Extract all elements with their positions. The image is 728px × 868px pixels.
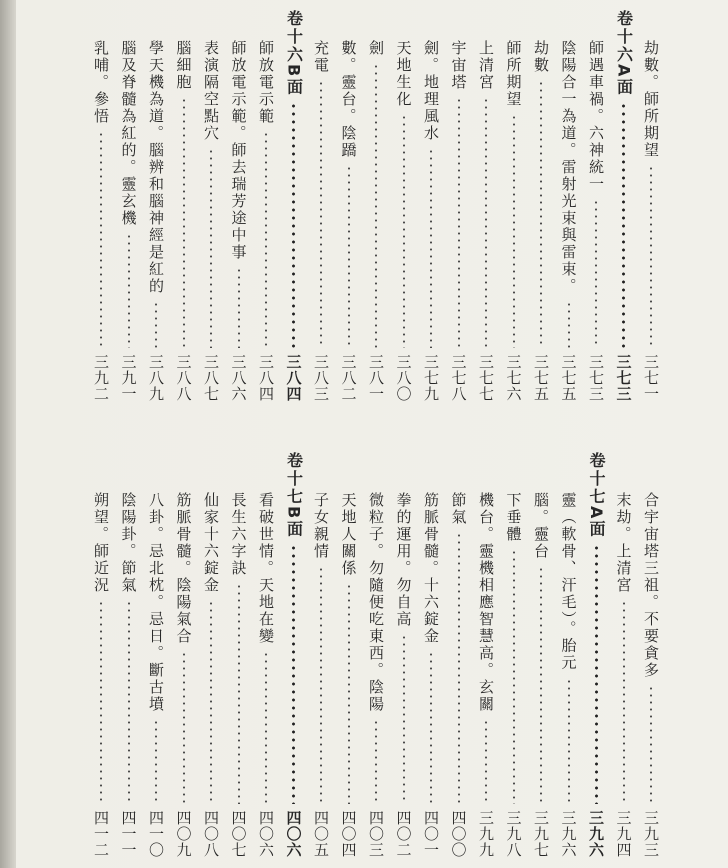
leader-dots — [238, 267, 240, 348]
entry-title: 下垂體 — [504, 492, 523, 543]
leader-dots — [238, 583, 240, 804]
entry-title: 乳哺。參悟 — [92, 40, 110, 125]
entry-title: 師放電示範。師去瑞芳途中事 — [229, 40, 248, 261]
page-number: 三八八 — [174, 354, 193, 402]
leader-dots — [513, 549, 515, 804]
entry-title: 師遇車禍。六神統一 — [587, 40, 605, 193]
leader-dots — [183, 97, 185, 348]
page-number: 四〇七 — [229, 810, 248, 858]
leader-dots — [623, 600, 625, 804]
entry-title: 合宇宙塔三祖。不要貪多 — [642, 492, 660, 679]
toc-entry-top-17 — [173, 40, 195, 402]
toc-entry-bottom-8 — [420, 492, 442, 858]
toc-entry-top-12 — [310, 40, 332, 402]
page-number: 三九七 — [532, 810, 550, 858]
leader-dots — [595, 199, 597, 348]
page-number: 三七五 — [559, 354, 578, 402]
entry-title: 筋脈骨髓。陰陽氣合 — [174, 492, 193, 645]
entry-title: 腦及脊髓為紅的。靈玄機 — [119, 40, 138, 227]
entry-title: 天地生化 — [394, 40, 413, 108]
leader-dots — [128, 600, 130, 804]
page-number: 三七三 — [614, 354, 633, 402]
leader-dots — [485, 97, 487, 348]
toc-entry-bottom-1 — [613, 492, 635, 858]
page-number: 三八四 — [284, 354, 303, 402]
page-number: 三九一 — [119, 354, 138, 402]
leader-dots — [265, 131, 267, 348]
toc-entry-top-1 — [613, 10, 635, 402]
toc-entry-top-15 — [228, 40, 250, 402]
toc-entry-bottom-17 — [173, 492, 195, 858]
leader-dots — [320, 80, 322, 348]
toc-entry-top-19 — [118, 40, 140, 402]
entry-title: 劫數 — [532, 40, 550, 74]
leader-dots — [403, 634, 405, 804]
page-number: 三八一 — [367, 354, 385, 402]
entry-title: 數。靈台。陰蹻 — [339, 40, 358, 159]
leader-dots — [155, 301, 157, 348]
leader-dots — [650, 165, 652, 348]
volume-heading: 卷十六B面 — [284, 10, 304, 97]
leader-dots — [595, 544, 598, 804]
leader-dots — [183, 651, 185, 804]
toc-entry-top-16 — [200, 40, 222, 402]
toc-entry-bottom-6 — [475, 492, 497, 858]
toc-entry-bottom-16 — [200, 492, 222, 858]
page-number: 四〇一 — [422, 810, 440, 858]
entry-title: 子女親情 — [312, 492, 330, 560]
leader-dots — [100, 600, 102, 804]
entry-title: 靈（軟骨、汗毛）。胎元 — [559, 492, 578, 672]
page-number: 三七五 — [532, 354, 550, 402]
leader-dots — [458, 532, 460, 804]
leader-dots — [210, 600, 212, 804]
leader-dots — [348, 165, 350, 348]
leader-dots — [100, 131, 102, 348]
leader-dots — [458, 97, 460, 348]
toc-entry-bottom-4 — [530, 492, 552, 858]
entry-title: 節氣 — [449, 492, 468, 526]
page-number: 三七九 — [422, 354, 440, 402]
toc-entry-bottom-9 — [393, 492, 415, 858]
leader-dots — [348, 583, 350, 804]
entry-title: 充電 — [312, 40, 330, 74]
leader-dots — [430, 651, 432, 804]
leader-dots — [540, 566, 542, 804]
toc-entry-top-18 — [145, 40, 167, 402]
leader-dots — [155, 719, 157, 804]
page-number: 四〇九 — [174, 810, 193, 858]
page-number: 四〇二 — [394, 810, 413, 858]
page-number: 四〇六 — [284, 810, 303, 858]
leader-dots — [292, 102, 295, 348]
entry-title: 筋脈骨髓。十六錠金 — [422, 492, 440, 645]
toc-entry-bottom-19 — [118, 492, 140, 858]
entry-title: 末劫。上清宮 — [614, 492, 633, 594]
page-number: 三七六 — [504, 354, 523, 402]
page-number: 三九四 — [614, 810, 633, 858]
entry-title: 腦細胞 — [174, 40, 193, 91]
page-number: 四〇六 — [257, 810, 275, 858]
page-number: 三七三 — [587, 354, 605, 402]
toc-entry-bottom-10 — [365, 492, 387, 858]
page-number: 三八三 — [312, 354, 330, 402]
page-number: 三七八 — [449, 354, 468, 402]
entry-title: 拳的運用。勿自高 — [394, 492, 413, 628]
entry-title: 仙家十六錠金 — [202, 492, 220, 594]
volume-heading: 卷十六A面 — [614, 10, 634, 97]
page-number: 三八七 — [202, 354, 220, 402]
leader-dots — [292, 544, 295, 804]
page-number: 四一〇 — [147, 810, 165, 858]
toc-entry-top-13 — [283, 10, 305, 402]
toc-entry-bottom-15 — [228, 492, 250, 858]
toc-entry-bottom-20 — [90, 492, 112, 858]
toc-entry-bottom-13 — [283, 452, 305, 858]
page-number: 三八九 — [147, 354, 165, 402]
leader-dots — [320, 566, 322, 804]
page-number: 三八四 — [257, 354, 275, 402]
entry-title: 劍 — [367, 40, 385, 57]
toc-entry-top-8 — [420, 40, 442, 402]
page-number: 三九三 — [642, 810, 660, 858]
leader-dots — [210, 148, 212, 348]
leader-dots — [403, 114, 405, 348]
entry-title: 劍。地理風水 — [422, 40, 440, 142]
leader-dots — [568, 678, 570, 805]
book-spine — [0, 0, 16, 868]
page-number: 三九九 — [477, 810, 495, 858]
toc-entry-top-20 — [90, 40, 112, 402]
page-number: 四〇〇 — [449, 810, 468, 858]
page-number: 四一一 — [119, 810, 138, 858]
leader-dots — [540, 80, 542, 348]
entry-title: 陰陽卦。節氣 — [119, 492, 138, 594]
toc-entry-top-2 — [585, 40, 607, 402]
entry-title: 表演隔空點穴 — [202, 40, 220, 142]
volume-heading: 卷十七B面 — [284, 452, 304, 539]
leader-dots — [650, 685, 652, 804]
page-number: 三八六 — [229, 354, 248, 402]
page-number: 三九二 — [92, 354, 110, 402]
toc-entry-top-11 — [338, 40, 360, 402]
toc-entry-top-14 — [255, 40, 277, 402]
toc-entry-bottom-18 — [145, 492, 167, 858]
toc-entry-bottom-0 — [640, 492, 662, 858]
toc-entry-bottom-14 — [255, 492, 277, 858]
page-number: 三八〇 — [394, 354, 413, 402]
volume-heading: 卷十七A面 — [587, 452, 606, 539]
toc-entry-top-3 — [558, 40, 580, 402]
entry-title: 天地人關係 — [339, 492, 358, 577]
leader-dots — [513, 114, 515, 348]
page-number: 四〇八 — [202, 810, 220, 858]
entry-title: 學天機為道。腦辨和腦神經是紅的 — [147, 40, 165, 295]
toc-entry-bottom-12 — [310, 492, 332, 858]
leader-dots — [375, 63, 377, 348]
toc-entry-top-5 — [503, 40, 525, 402]
toc-entry-bottom-7 — [448, 492, 470, 858]
entry-title: 陰陽合一為道。雷射光束與雷束。 — [559, 40, 578, 295]
entry-title: 長生六字訣 — [229, 492, 248, 577]
entry-title: 師所期望 — [504, 40, 523, 108]
toc-entry-bottom-11 — [338, 492, 360, 858]
toc-entry-top-7 — [448, 40, 470, 402]
toc-entry-bottom-2 — [585, 452, 607, 858]
toc-entry-top-4 — [530, 40, 552, 402]
entry-title: 宇宙塔 — [449, 40, 468, 91]
toc-entry-top-6 — [475, 40, 497, 402]
leader-dots — [128, 233, 130, 348]
entry-title: 朔望。師近況 — [92, 492, 110, 594]
leader-dots — [375, 719, 377, 804]
leader-dots — [265, 651, 267, 804]
page-number: 四〇五 — [312, 810, 330, 858]
page-number: 四一二 — [92, 810, 110, 858]
entry-title: 八卦。忌北枕。忌日。斷古墳 — [147, 492, 165, 713]
page-number: 三七七 — [477, 354, 495, 402]
entry-title: 師放電示範 — [257, 40, 275, 125]
entry-title: 機台。靈機相應智慧高。玄關 — [477, 492, 495, 713]
page-number: 四〇三 — [367, 810, 385, 858]
entry-title: 看破世情。天地在變 — [257, 492, 275, 645]
entry-title: 上清宮 — [477, 40, 495, 91]
toc-entry-top-10 — [365, 40, 387, 402]
toc-entry-top-0 — [640, 40, 662, 402]
page-number: 四〇四 — [339, 810, 358, 858]
page-number: 三九六 — [559, 810, 578, 858]
page-number: 三七一 — [642, 354, 660, 402]
page-number: 三九六 — [587, 810, 605, 858]
entry-title: 微粒子。勿隨便吃東西。陰陽 — [367, 492, 385, 713]
leader-dots — [622, 102, 625, 348]
page-number: 三八二 — [339, 354, 358, 402]
entry-title: 劫數。師所期望 — [642, 40, 660, 159]
entry-title: 腦。靈台 — [532, 492, 550, 560]
toc-entry-bottom-5 — [503, 492, 525, 858]
leader-dots — [430, 148, 432, 348]
leader-dots — [485, 719, 487, 804]
toc-entry-bottom-3 — [558, 492, 580, 858]
toc-entry-top-9 — [393, 40, 415, 402]
page-number: 三九八 — [504, 810, 523, 858]
leader-dots — [568, 301, 570, 348]
